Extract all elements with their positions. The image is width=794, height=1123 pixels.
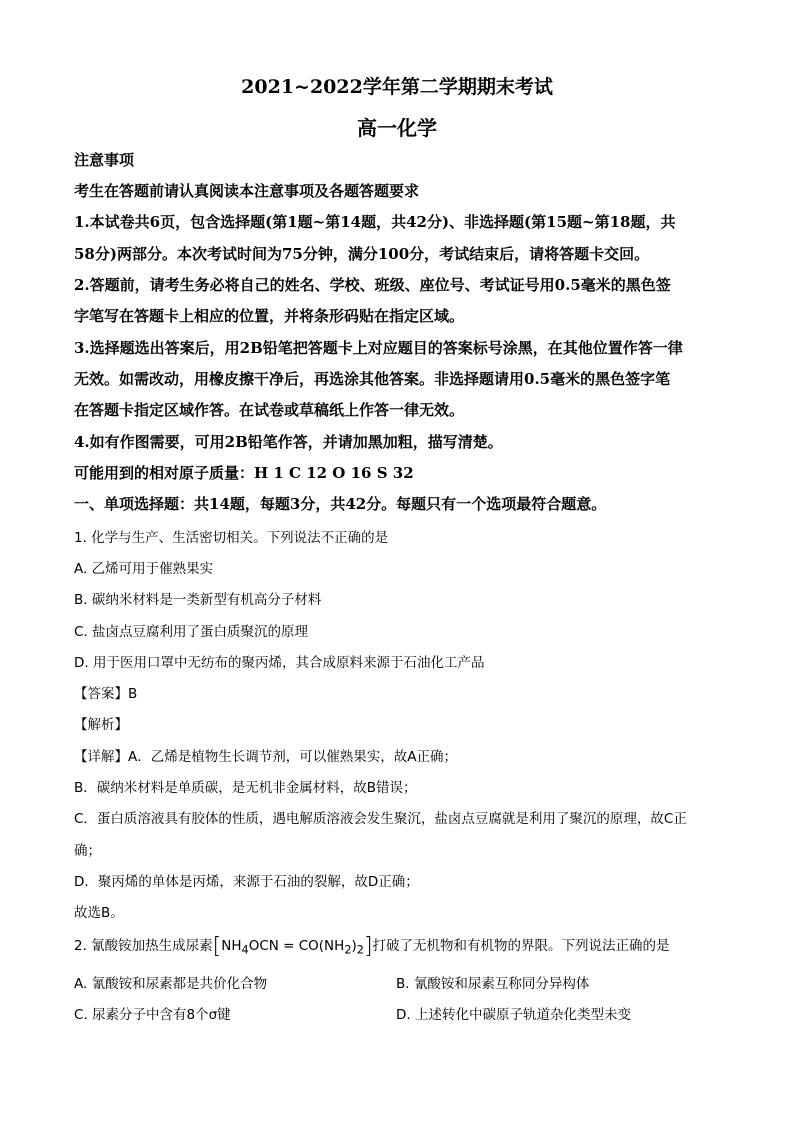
section-1-heading: 一、单项选择题：共14题，每题3分，共42分。每题只有一个选项最符合题意。 <box>74 495 607 513</box>
q1-option-c: C. 盐卤点豆腐利用了蛋白质聚沉的原理 <box>74 624 309 640</box>
notice-item-3-line-1: 3.选择题选出答案后，用2B铅笔把答题卡上对应题目的答案标号涂黑，在其他位置作答一律 <box>74 339 683 357</box>
q1-detail-line-3: C．蛋白质溶液具有胶体的性质，遇电解质溶液会发生聚沉，盐卤点豆腐就是利用了聚沉的原理，故C正 <box>74 811 687 827</box>
q2-option-d: D. 上述转化中碳原子轨道杂化类型未变 <box>396 1007 631 1023</box>
exam-title: 2021~2022学年第二学期期末考试 <box>241 76 553 98</box>
notice-item-3-line-2: 无效。如需改动，用橡皮擦干净后，再选涂其他答案。非选择题请用0.5毫米的黑色签字笔 <box>74 370 671 388</box>
atomic-mass-line: 可能用到的相对原子质量：H 1 C 12 O 16 S 32 <box>74 464 414 482</box>
left-bracket: [ <box>212 934 222 959</box>
formula-subscript-2: 2 <box>344 943 352 957</box>
q1-detail-line-4: 确； <box>74 843 101 859</box>
q1-stem: 1. 化学与生产、生活密切相关。下列说法不正确的是 <box>74 530 389 546</box>
q2-stem-end: 打破了无机物和有机物的界限。下列说法正确的是 <box>372 938 670 954</box>
formula-middle: OCN = CO(NH <box>248 938 345 954</box>
q1-option-d: D. 用于医用口罩中无纺布的聚丙烯，其合成原料来源于石油化工产品 <box>74 655 485 671</box>
formula-subscript-2b: 2 <box>356 943 364 957</box>
q1-option-a: A. 乙烯可用于催熟果实 <box>74 561 214 577</box>
notice-item-1-line-2: 58分)两部分。本次考试时间为75分钟，满分100分，考试结束后，请将答题卡交回。 <box>74 245 650 263</box>
exam-subtitle: 高一化学 <box>357 116 437 140</box>
q2-stem-start: 2. 氰酸铵加热生成尿素 <box>74 938 213 954</box>
q1-detail-line-1: 【详解】A．乙烯是植物生长调节剂，可以催熟果实，故A正确； <box>74 749 457 765</box>
q1-detail-line-6: 故选B。 <box>74 905 124 921</box>
q2-option-c: C. 尿素分子中含有8个σ键 <box>74 1007 231 1023</box>
notice-item-2-line-2: 字笔写在答题卡上相应的位置，并将条形码贴在指定区域。 <box>74 307 465 325</box>
notice-item-3-line-3: 在答题卡指定区域作答。在试卷或草稿纸上作答一律无效。 <box>74 401 465 419</box>
q1-answer: 【答案】B <box>74 686 138 702</box>
q1-option-b: B. 碳纳米材料是一类新型有机高分子材料 <box>74 592 322 608</box>
right-bracket: ] <box>363 934 373 959</box>
q2-option-a: A. 氰酸铵和尿素都是共价化合物 <box>74 976 268 992</box>
formula-nh: NH <box>221 938 242 954</box>
notice-item-2-line-1: 2.答题前，请考生务必将自己的姓名、学校、班级、座位号、考试证号用0.5毫米的黑色签 <box>74 276 671 294</box>
notice-heading: 注意事项 <box>74 151 135 169</box>
q1-detail-line-2: B．碳纳米材料是单质碳，是无机非金属材料，故B错误； <box>74 780 417 796</box>
urea-reaction-formula <box>213 936 373 958</box>
q2-stem <box>74 934 670 958</box>
formula-subscript-4: 4 <box>241 943 249 957</box>
notice-intro: 考生在答题前请认真阅读本注意事项及各题答题要求 <box>74 182 420 200</box>
q1-analysis-label: 【解析】 <box>74 717 128 733</box>
notice-item-1-line-1: 1.本试卷共6页，包含选择题(第1题~第14题，共42分)、非选择题(第15题~第18题，共 <box>74 213 676 231</box>
notice-item-4: 4.如有作图需要，可用2B铅笔作答，并请加黑加粗，描写清楚。 <box>74 433 503 451</box>
q2-option-b: B. 氰酸铵和尿素互称同分异构体 <box>396 976 590 992</box>
formula-close-paren: ) <box>351 938 357 954</box>
q1-detail-line-5: D．聚丙烯的单体是丙烯，来源于石油的裂解，故D正确； <box>74 874 419 890</box>
